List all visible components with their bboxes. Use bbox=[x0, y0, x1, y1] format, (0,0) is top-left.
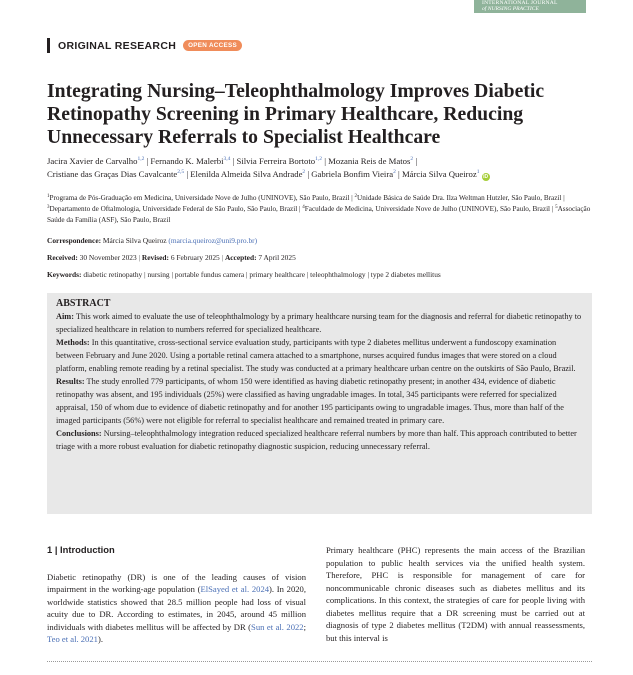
citation-link[interactable]: Sun et al. 2022 bbox=[251, 621, 304, 632]
author-affiliation-ref: 1,2 bbox=[137, 156, 145, 162]
received-label: Received: bbox=[47, 253, 78, 262]
affiliation-separator: | bbox=[297, 205, 303, 213]
introduction-heading: 1 | Introduction bbox=[47, 544, 115, 555]
abstract-heading: ABSTRACT bbox=[56, 298, 111, 309]
methods-label: Methods: bbox=[56, 338, 90, 348]
correspondence-email-link[interactable]: (marcia.queiroz@uni9.pro.br) bbox=[168, 236, 258, 245]
affiliation-text: Faculdade de Medicina, Universidade Nove de Julho (UNINOVE), São Paulo, Brazil bbox=[304, 205, 551, 213]
affiliation-number: 5 bbox=[555, 205, 558, 210]
abstract-conclusions bbox=[56, 427, 583, 453]
keyword[interactable]: primary healthcare bbox=[249, 270, 305, 279]
accepted-label: Accepted: bbox=[224, 253, 257, 262]
affiliation-text: Associação Saúde da Família (ASF), São Paulo, Brazil bbox=[47, 205, 591, 224]
journal-logo-badge bbox=[474, 0, 586, 13]
keyword[interactable]: portable fundus camera bbox=[174, 270, 245, 279]
author-name[interactable]: Mozania Reis de Matos bbox=[328, 156, 411, 166]
author-affiliation-ref: 2 bbox=[393, 168, 396, 175]
author-name[interactable]: Fernando K. Malerbi bbox=[150, 156, 224, 166]
author-affiliation-ref: 2 bbox=[410, 156, 414, 162]
author-list bbox=[47, 155, 592, 181]
author-affiliation-ref: 2,5 bbox=[177, 168, 185, 175]
citation-link[interactable]: Teo et al. 2021 bbox=[47, 634, 98, 644]
author-separator: | bbox=[305, 168, 312, 179]
keyword[interactable]: diabetic retinopathy bbox=[83, 270, 143, 279]
conclusions-text: Nursing–teleophthalmology integration reduced specialized healthcare referral numbers by more than half. This approach contributed to better triage with a more robust evaluation for diabetic retinopathy diagnostic suspicion, reducing unnecessary referral. bbox=[56, 429, 577, 452]
abstract-aim bbox=[56, 310, 583, 336]
article-type-label: ORIGINAL RESEARCH bbox=[58, 39, 177, 52]
date-separator: | bbox=[221, 253, 224, 262]
keywords-label: Keywords: bbox=[47, 270, 82, 279]
section-bar bbox=[47, 38, 50, 53]
author-affiliation-ref: 1,2 bbox=[315, 156, 323, 162]
affiliations bbox=[47, 193, 592, 226]
author-separator: | bbox=[322, 156, 329, 166]
affiliation-number: 4 bbox=[302, 205, 305, 210]
author-name[interactable]: Jacira Xavier de Carvalho bbox=[47, 156, 138, 166]
intro-paragraph-left bbox=[47, 571, 306, 646]
abstract-methods bbox=[56, 336, 583, 375]
keyword[interactable]: type 2 diabetes mellitus bbox=[370, 270, 441, 279]
keyword[interactable]: nursing bbox=[147, 270, 170, 279]
received-date: 30 November 2023 bbox=[79, 253, 137, 262]
intro-text: ). In 2020, worldwide statistics showed that 28.5 million people had loss of visual acuity due to DR. According to estimates, in 2045, around 45 million individuals with diabetes mellitus will be affected by DR ( bbox=[47, 584, 307, 632]
abstract-results bbox=[56, 375, 583, 427]
keyword-separator: | bbox=[169, 270, 175, 279]
correspondence-line bbox=[47, 236, 592, 246]
abstract-box bbox=[47, 293, 592, 514]
author-separator: | bbox=[395, 168, 402, 179]
body-column-left bbox=[47, 544, 306, 646]
footer-divider bbox=[47, 661, 592, 662]
keyword-separator: | bbox=[304, 270, 311, 279]
affiliation-number: 3 bbox=[47, 205, 50, 210]
intro-text: Diabetic retinopathy (DR) is one of the leading causes of vision impairment in the working-age population ( bbox=[47, 571, 306, 594]
revised-label: Revised: bbox=[141, 253, 170, 262]
journal-name-line2: of NURSING PRACTICE bbox=[482, 6, 539, 12]
affiliation-separator: | bbox=[561, 194, 565, 202]
orcid-icon[interactable]: iD bbox=[483, 173, 489, 180]
methods-text: In this quantitative, cross-sectional service evaluation study, participants with type 2 diabetes mellitus underwent a fundoscopy examination between February and June 2020. Using a portable retinal camera attached to a smartphone, nurses acquired fundus images that were stored on a cloud platform, enabling remote reading by a retinal specialist. The study was conducted at a primary healthcare urban centre on the outskirts of São Paulo, Brazil. bbox=[56, 338, 576, 374]
dates-line bbox=[47, 253, 592, 263]
aim-text: This work aimed to evaluate the use of teleophthalmology by a primary healthcare nursing team for the diagnosis and referral for diabetic retinopathy to specialized healthcare in relation to numbers referred for specialized healthcare. bbox=[56, 312, 582, 335]
affiliation-separator: | bbox=[349, 194, 355, 202]
author-affiliation-ref: 2 bbox=[302, 168, 306, 175]
open-access-badge[interactable]: OPEN ACCESS bbox=[183, 40, 242, 51]
article-title: Integrating Nursing–Teleophthalmology Improves Diabetic Retinopathy Screening in Primary Healthcare, Reducing Unnecessary Referrals to Specialist Healthcare bbox=[47, 80, 545, 148]
date-separator: | bbox=[138, 253, 141, 262]
author-name[interactable]: Márcia Silva Queiroz bbox=[401, 168, 477, 179]
aim-label: Aim: bbox=[56, 312, 74, 321]
affiliation-text: Departamento de Oftalmologia, Universidade Federal de São Paulo, São Paulo, Brazil bbox=[49, 205, 298, 213]
keyword-separator: | bbox=[365, 270, 371, 279]
author-name[interactable]: Gabriela Bonfim Vieira bbox=[311, 168, 394, 179]
keywords-line bbox=[47, 270, 592, 280]
journal-name-line1: INTERNATIONAL JOURNAL bbox=[482, 0, 558, 6]
intro-text: ). bbox=[97, 634, 103, 644]
article-type-header bbox=[47, 38, 242, 53]
affiliation-number: 1 bbox=[47, 194, 50, 199]
footer-text-fragment bbox=[47, 668, 592, 675]
author-separator: | bbox=[230, 156, 237, 166]
author-affiliation-ref: 1 bbox=[476, 168, 480, 175]
keyword[interactable]: teleophthalmology bbox=[310, 270, 366, 279]
keyword-separator: | bbox=[244, 270, 250, 279]
intro-paragraph-right: Primary healthcare (PHC) represents the main access of the Brazilian population to public health services via the unified health system. Therefore, PHC is responsible for management of care for noncommunicable chronic diseases such as diabetes mellitus and its complications. In this context, the strategies of care for people living with diabetes mellitus require that a DR screening must be carried out at diagnosis of type 2 diabetes mellitus (T2DM) with annual reassessments, but this interval is bbox=[326, 545, 585, 643]
author-separator: | bbox=[144, 156, 151, 166]
affiliation-separator: | bbox=[550, 205, 556, 213]
keyword-separator: | bbox=[142, 270, 148, 279]
correspondence-name: Márcia Silva Queiroz bbox=[102, 236, 167, 245]
revised-date: 6 February 2025 bbox=[170, 253, 220, 262]
author-name[interactable]: Cristiane das Graças Dias Cavalcante bbox=[47, 168, 178, 179]
accepted-date: 7 April 2025 bbox=[258, 253, 296, 262]
author-name[interactable]: Silvia Ferreira Bortoto bbox=[236, 156, 316, 166]
author-name[interactable]: Elenilda Almeida Silva Andrade bbox=[190, 168, 303, 179]
results-text: The study enrolled 779 participants, of whom 150 were identified as having diabetic retinopathy present; in another 434, evidence of diabetic retinopathy was absent, and 195 individuals (25%) were classified as having ungradable images. In total, 345 participants were referred for specialized appraisal, 150 of whom due to evidence of diabetic retinopathy and for another 195 participants owing to ungradable images. Thus, more than half of the imaged participants (56%) were not eligible for referral to specialist healthcare and remained treated in primary care. bbox=[56, 377, 564, 426]
keywords-list bbox=[83, 270, 440, 279]
citation-separator: ; bbox=[303, 621, 306, 632]
affiliation-text: Programa de Pós-Graduação em Medicina, Universidade Nove de Julho (UNINOVE), São Paulo, Brazil bbox=[49, 194, 350, 202]
author-separator: | bbox=[413, 156, 418, 166]
affiliation-number: 2 bbox=[354, 194, 358, 199]
affiliation-text: Unidade Básica de Saúde Dra. Ilza Weltman Hutzler, São Paulo, Brazil bbox=[357, 194, 562, 202]
body-column-right bbox=[326, 544, 585, 644]
citation-link[interactable]: ElSayed et al. 2024 bbox=[200, 584, 270, 594]
correspondence-label: Correspondence: bbox=[47, 236, 102, 245]
author-affiliation-ref: 3,4 bbox=[223, 156, 231, 162]
results-label: Results: bbox=[56, 377, 85, 387]
conclusions-label: Conclusions: bbox=[56, 429, 102, 439]
author-separator: | bbox=[184, 168, 191, 179]
